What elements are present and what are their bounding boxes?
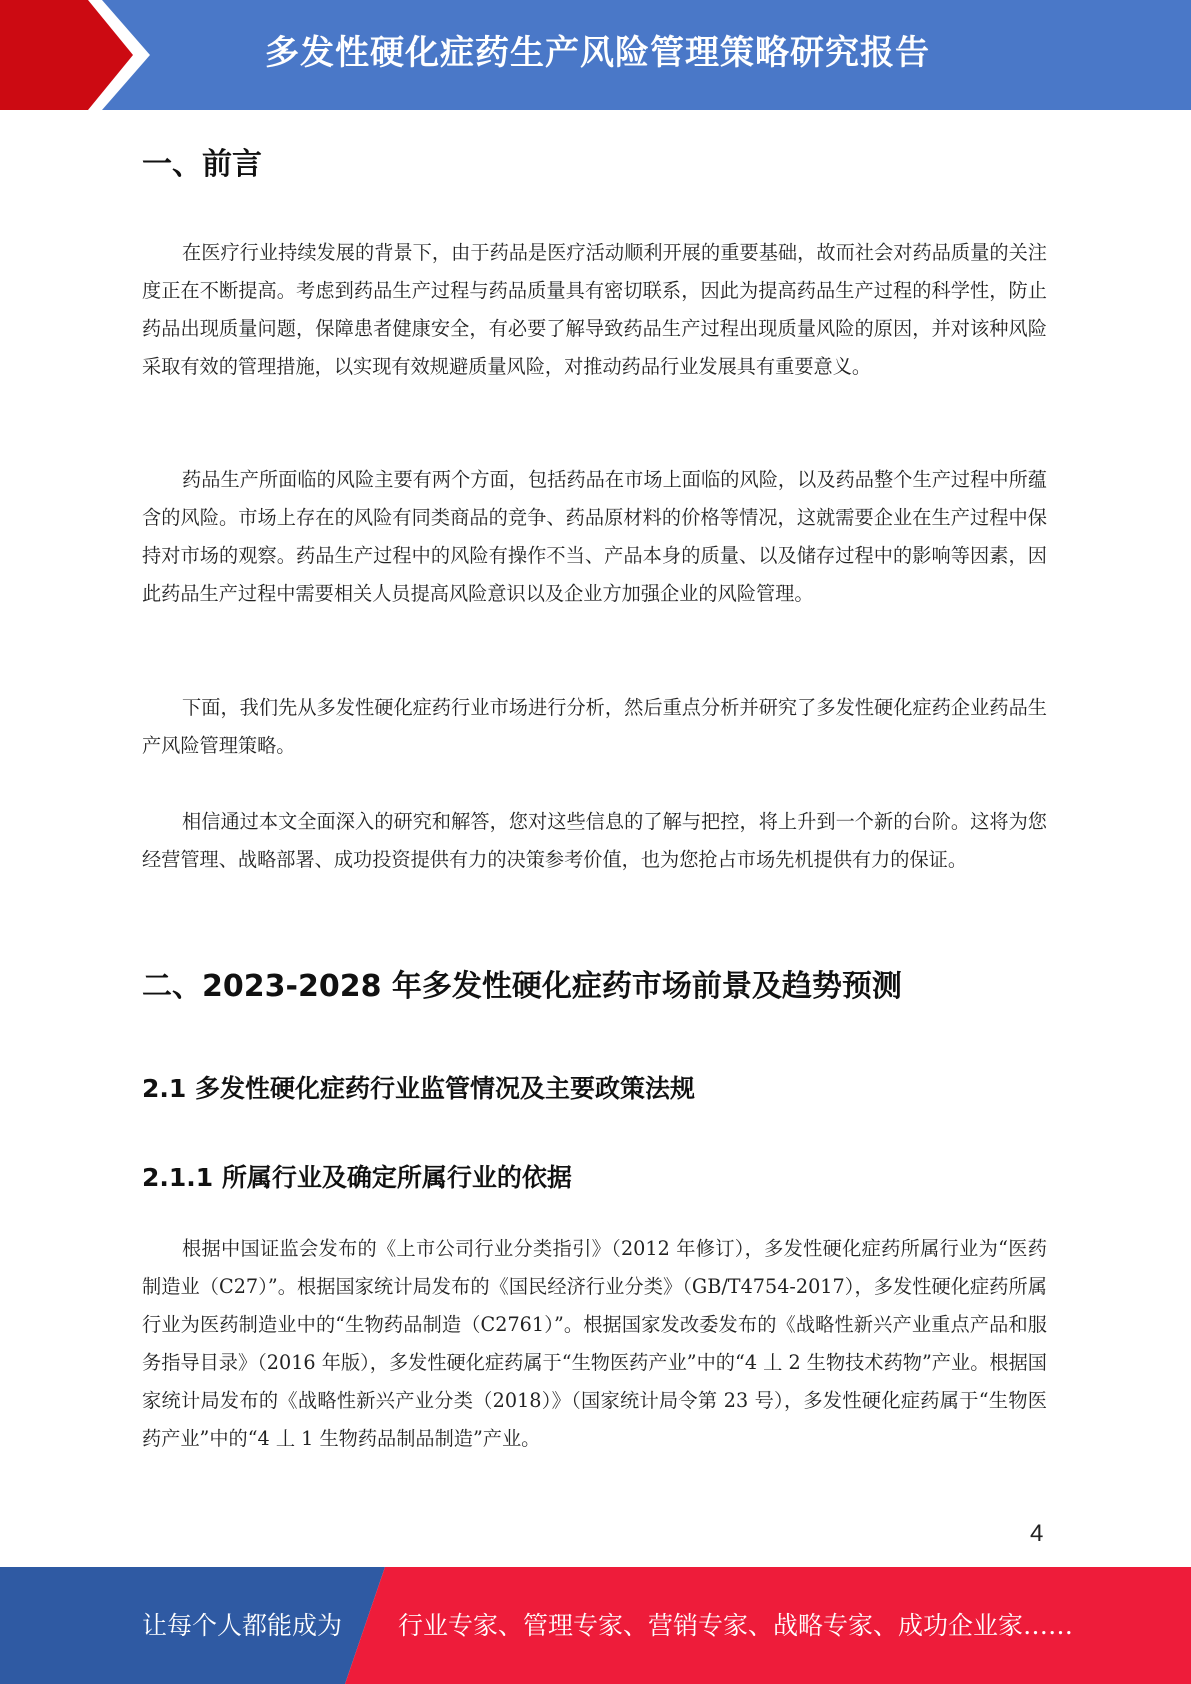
preface-paragraph-3: 下面，我们先从多发性硬化症药行业市场进行分析，然后重点分析并研究了多发性硬化症药企业药品生产风险管理策略。: [142, 696, 1047, 757]
preface-paragraph-2: 药品生产所面临的风险主要有两个方面，包括药品在市场上面临的风险，以及药品整个生产过程中所蕴含的风险。市场上存在的风险有同类商品的竞争、药品原材料的价格等情况，这就需要企业在生产过程中保持对市场的观察。药品生产过程中的风险有操作不当、产品本身的质量、以及储存过程中的影响等因素，因此药品生产过程中需要相关人员提高风险意识以及企业方加强企业的风险管理。: [142, 468, 1047, 605]
subsection-heading-2-1-1: 2.1.1 所属行业及确定所属行业的依据: [142, 1163, 572, 1192]
footer-slogan-right: 行业专家、管理专家、营销专家、战略专家、成功企业家……: [398, 1611, 1074, 1640]
header-band: [0, 0, 1191, 110]
section-heading-preface: 一、前言: [142, 147, 262, 182]
preface-paragraph-1: 在医疗行业持续发展的背景下，由于药品是医疗活动顺利开展的重要基础，故而社会对药品质量的关注度正在不断提高。考虑到药品生产过程与药品质量具有密切联系，因此为提高药品生产过程的科学性，防止药品出现质量问题，保障患者健康安全，有必要了解导致药品生产过程出现质量风险的原因，并对该种风险采取有效的管理措施，以实现有效规避质量风险，对推动药品行业发展具有重要意义。: [142, 241, 1047, 378]
header-arrow-decoration: [0, 0, 160, 110]
report-title: 多发性硬化症药生产风险管理策略研究报告: [265, 33, 930, 73]
footer-band: [0, 1567, 1191, 1684]
preface-paragraph-4: 相信通过本文全面深入的研究和解答，您对这些信息的了解与把控，将上升到一个新的台阶。这将为您经营管理、战略部署、成功投资提供有力的决策参考价值，也为您抢占市场先机提供有力的保证。: [142, 810, 1047, 871]
section-heading-market-outlook: 二、2023-2028 年多发性硬化症药市场前景及趋势预测: [142, 969, 902, 1004]
page-number: 4: [1030, 1520, 1044, 1547]
footer-slogan-left: 让每个人都能成为: [142, 1611, 343, 1640]
subsection-heading-2-1: 2.1 多发性硬化症药行业监管情况及主要政策法规: [142, 1074, 695, 1103]
industry-basis-paragraph: 根据中国证监会发布的《上市公司行业分类指引》（2012 年修订），多发性硬化症药所属行业为“医药制造业（C27）”。根据国家统计局发布的《国民经济行业分类》（GB/T4754-2017），多发性硬化症药所属行业为医药制造业中的“生物药品制造（C2761）”。根据国家发改委发布的《战略性新兴产业重点产品和服务指导目录》（2016 年版），多发性硬化症药属于“生物医药产业”中的“4 丄 2 生物技术药物”产业。根据国家统计局发布的《战略性新兴产业分类（2018）》（国家统计局令第 23 号），多发性硬化症药属于“生物医药产业”中的“4 丄 1 生物药品制品制造”产业。: [142, 1237, 1047, 1450]
